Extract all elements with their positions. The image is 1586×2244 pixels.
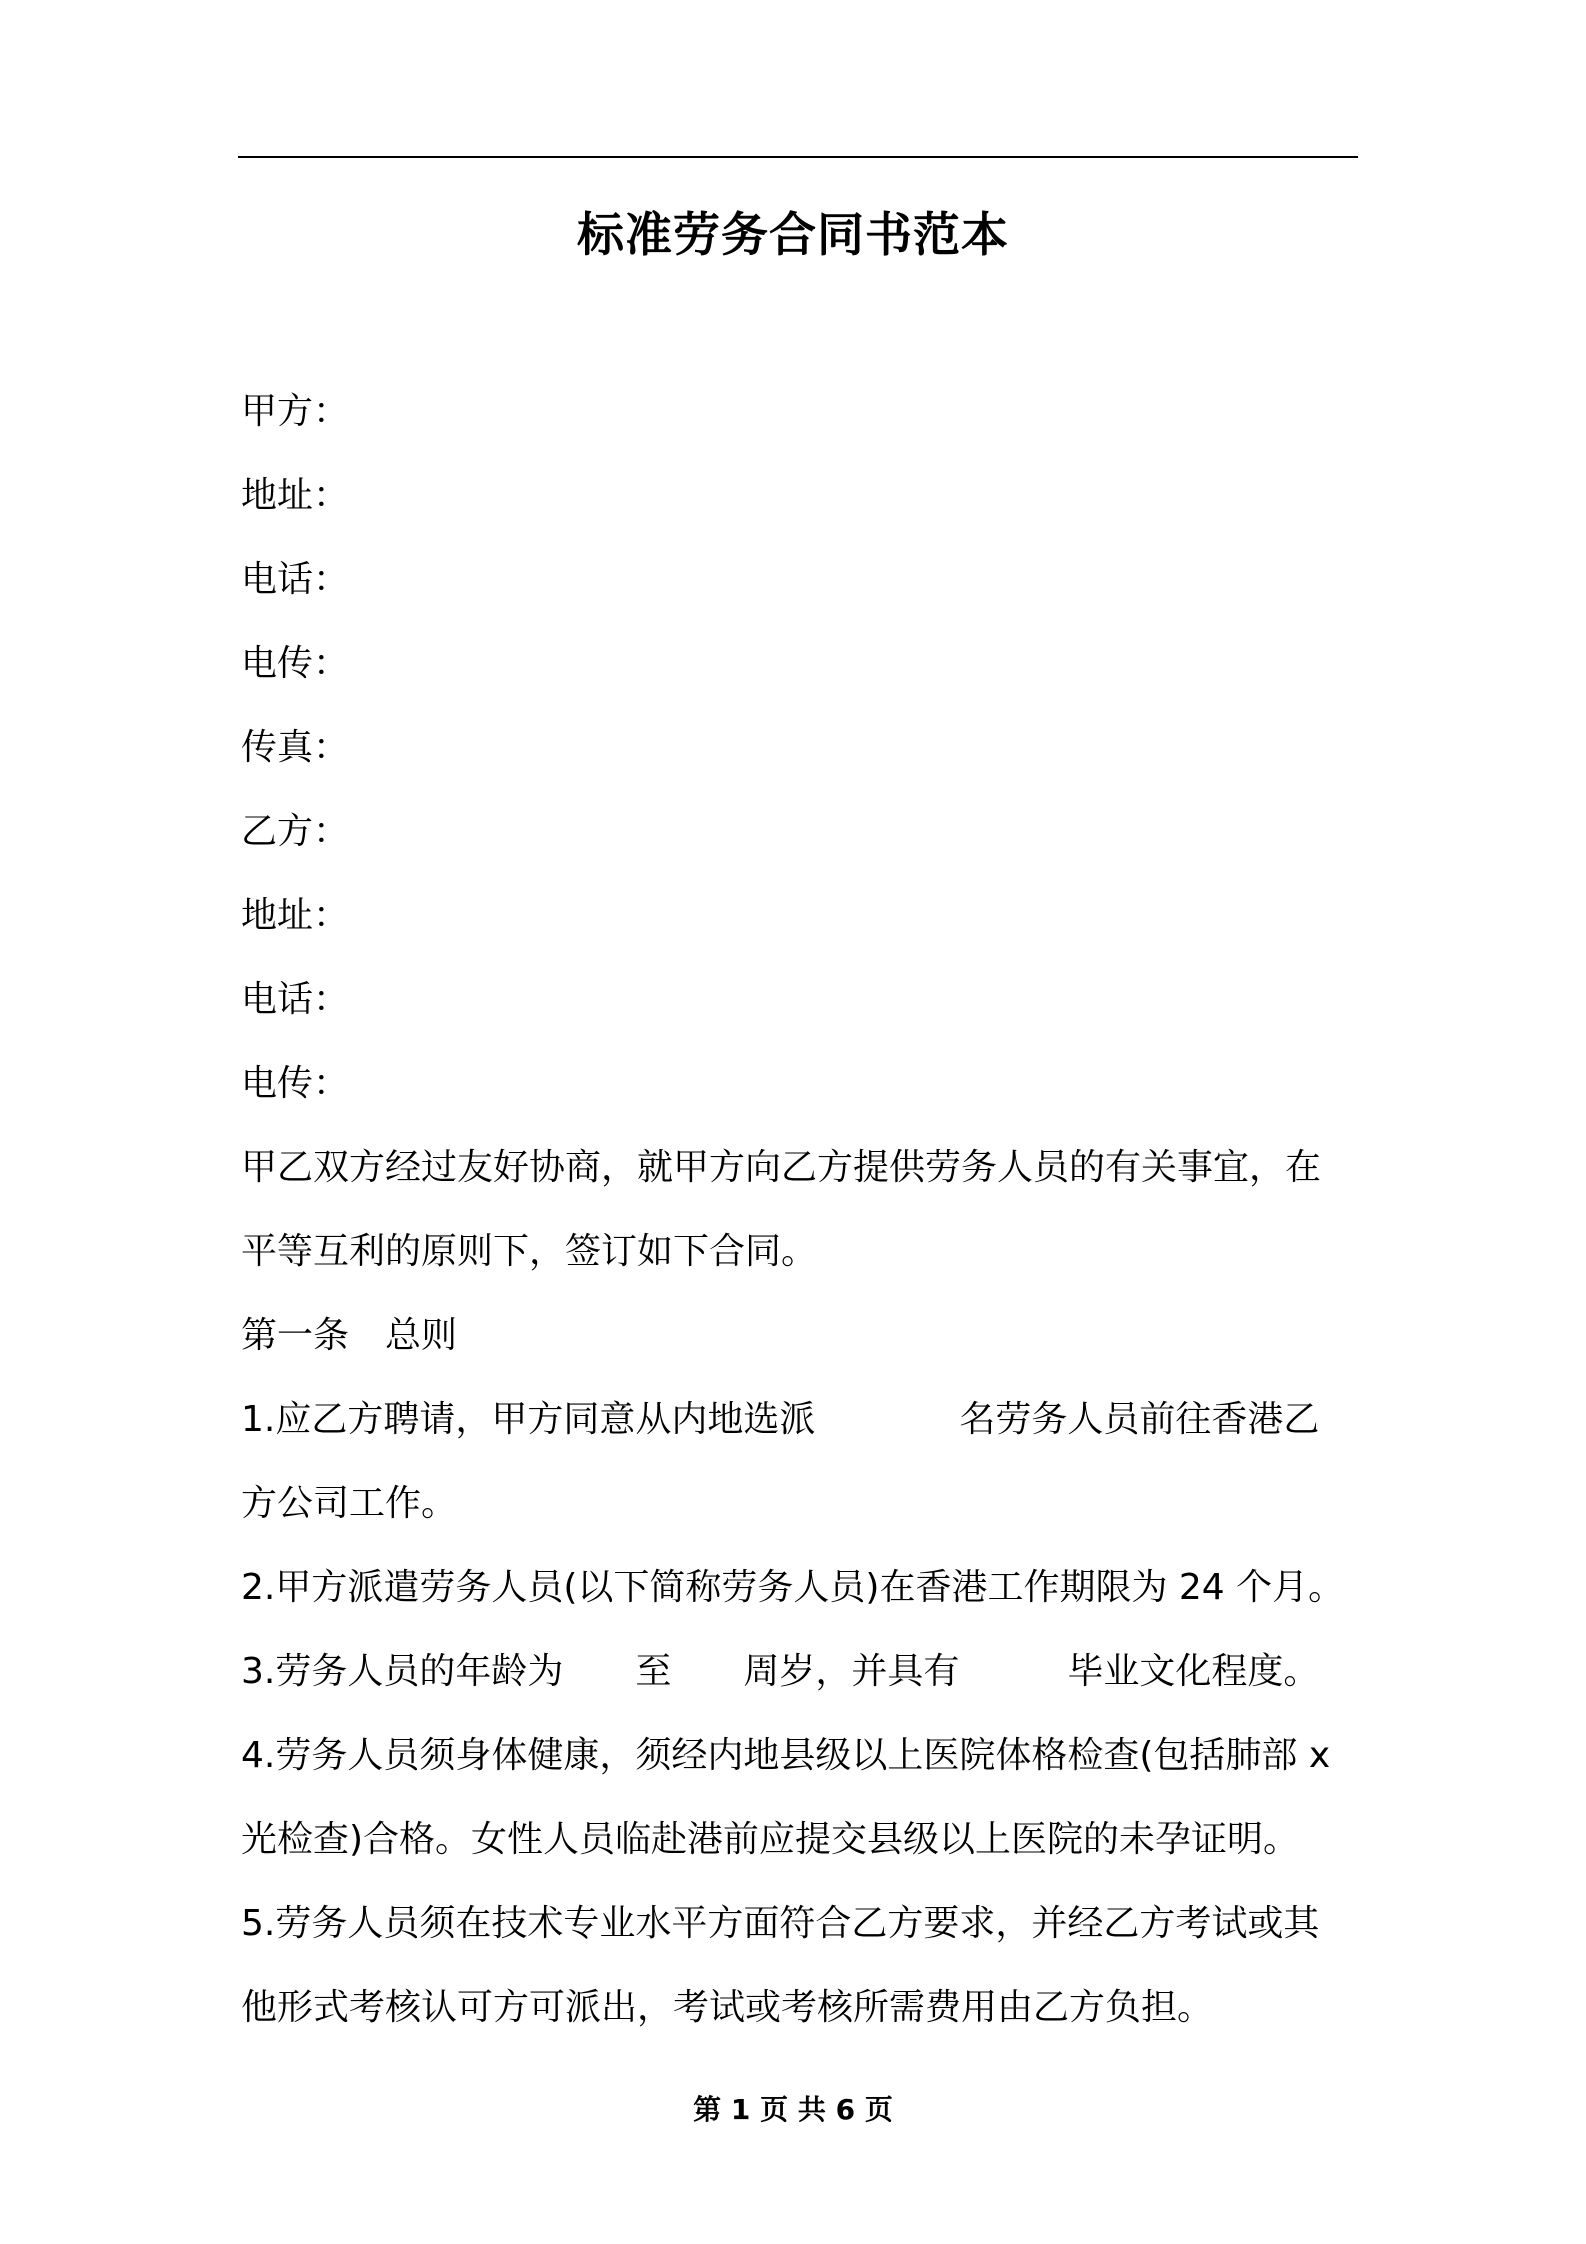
clause-4-line-1: 4.劳务人员须身体健康，须经内地县级以上医院体格检查(包括肺部 x xyxy=(241,1735,1331,1776)
clause-2-line-1: 2.甲方派遣劳务人员(以下简称劳务人员)在香港工作期限为 24 个月。 xyxy=(241,1567,1345,1608)
document-title: 标准劳务合同书范本 xyxy=(577,208,1009,263)
party-a-telex-label: 电传： xyxy=(241,643,350,684)
clause-5-line-1: 5.劳务人员须在技术专业水平方面符合乙方要求，并经乙方考试或其 xyxy=(241,1903,1320,1944)
article-1-heading: 第一条 总则 xyxy=(241,1315,458,1356)
document-body xyxy=(241,370,1366,2050)
party-a-label: 甲方： xyxy=(241,391,350,432)
party-b-address-label: 地址： xyxy=(241,895,350,936)
page-number-footer: 第 1 页 共 6 页 xyxy=(693,2093,893,2126)
party-b-phone-label: 电话： xyxy=(241,979,350,1020)
header-rule xyxy=(238,156,1358,158)
clause-3-line-1: 3.劳务人员的年龄为 至 周岁，并具有 毕业文化程度。 xyxy=(241,1651,1320,1692)
party-a-address-label: 地址： xyxy=(241,475,350,516)
clause-1-line-1: 1.应乙方聘请，甲方同意从内地选派 名劳务人员前往香港乙 xyxy=(241,1399,1320,1440)
party-a-phone-label: 电话： xyxy=(241,559,350,600)
clause-4-line-2: 光检查)合格。女性人员临赴港前应提交县级以上医院的未孕证明。 xyxy=(241,1819,1300,1860)
party-b-telex-label: 电传： xyxy=(241,1063,350,1104)
clause-5-line-2: 他形式考核认可方可派出，考试或考核所需费用由乙方负担。 xyxy=(241,1987,1214,2028)
preamble-line-2: 平等互利的原则下，签订如下合同。 xyxy=(241,1231,818,1272)
preamble-line-1: 甲乙双方经过友好协商，就甲方向乙方提供劳务人员的有关事宜，在 xyxy=(241,1147,1322,1188)
clause-1-line-2: 方公司工作。 xyxy=(241,1483,458,1524)
party-b-label: 乙方： xyxy=(241,811,350,852)
party-a-fax-label: 传真： xyxy=(241,727,350,768)
